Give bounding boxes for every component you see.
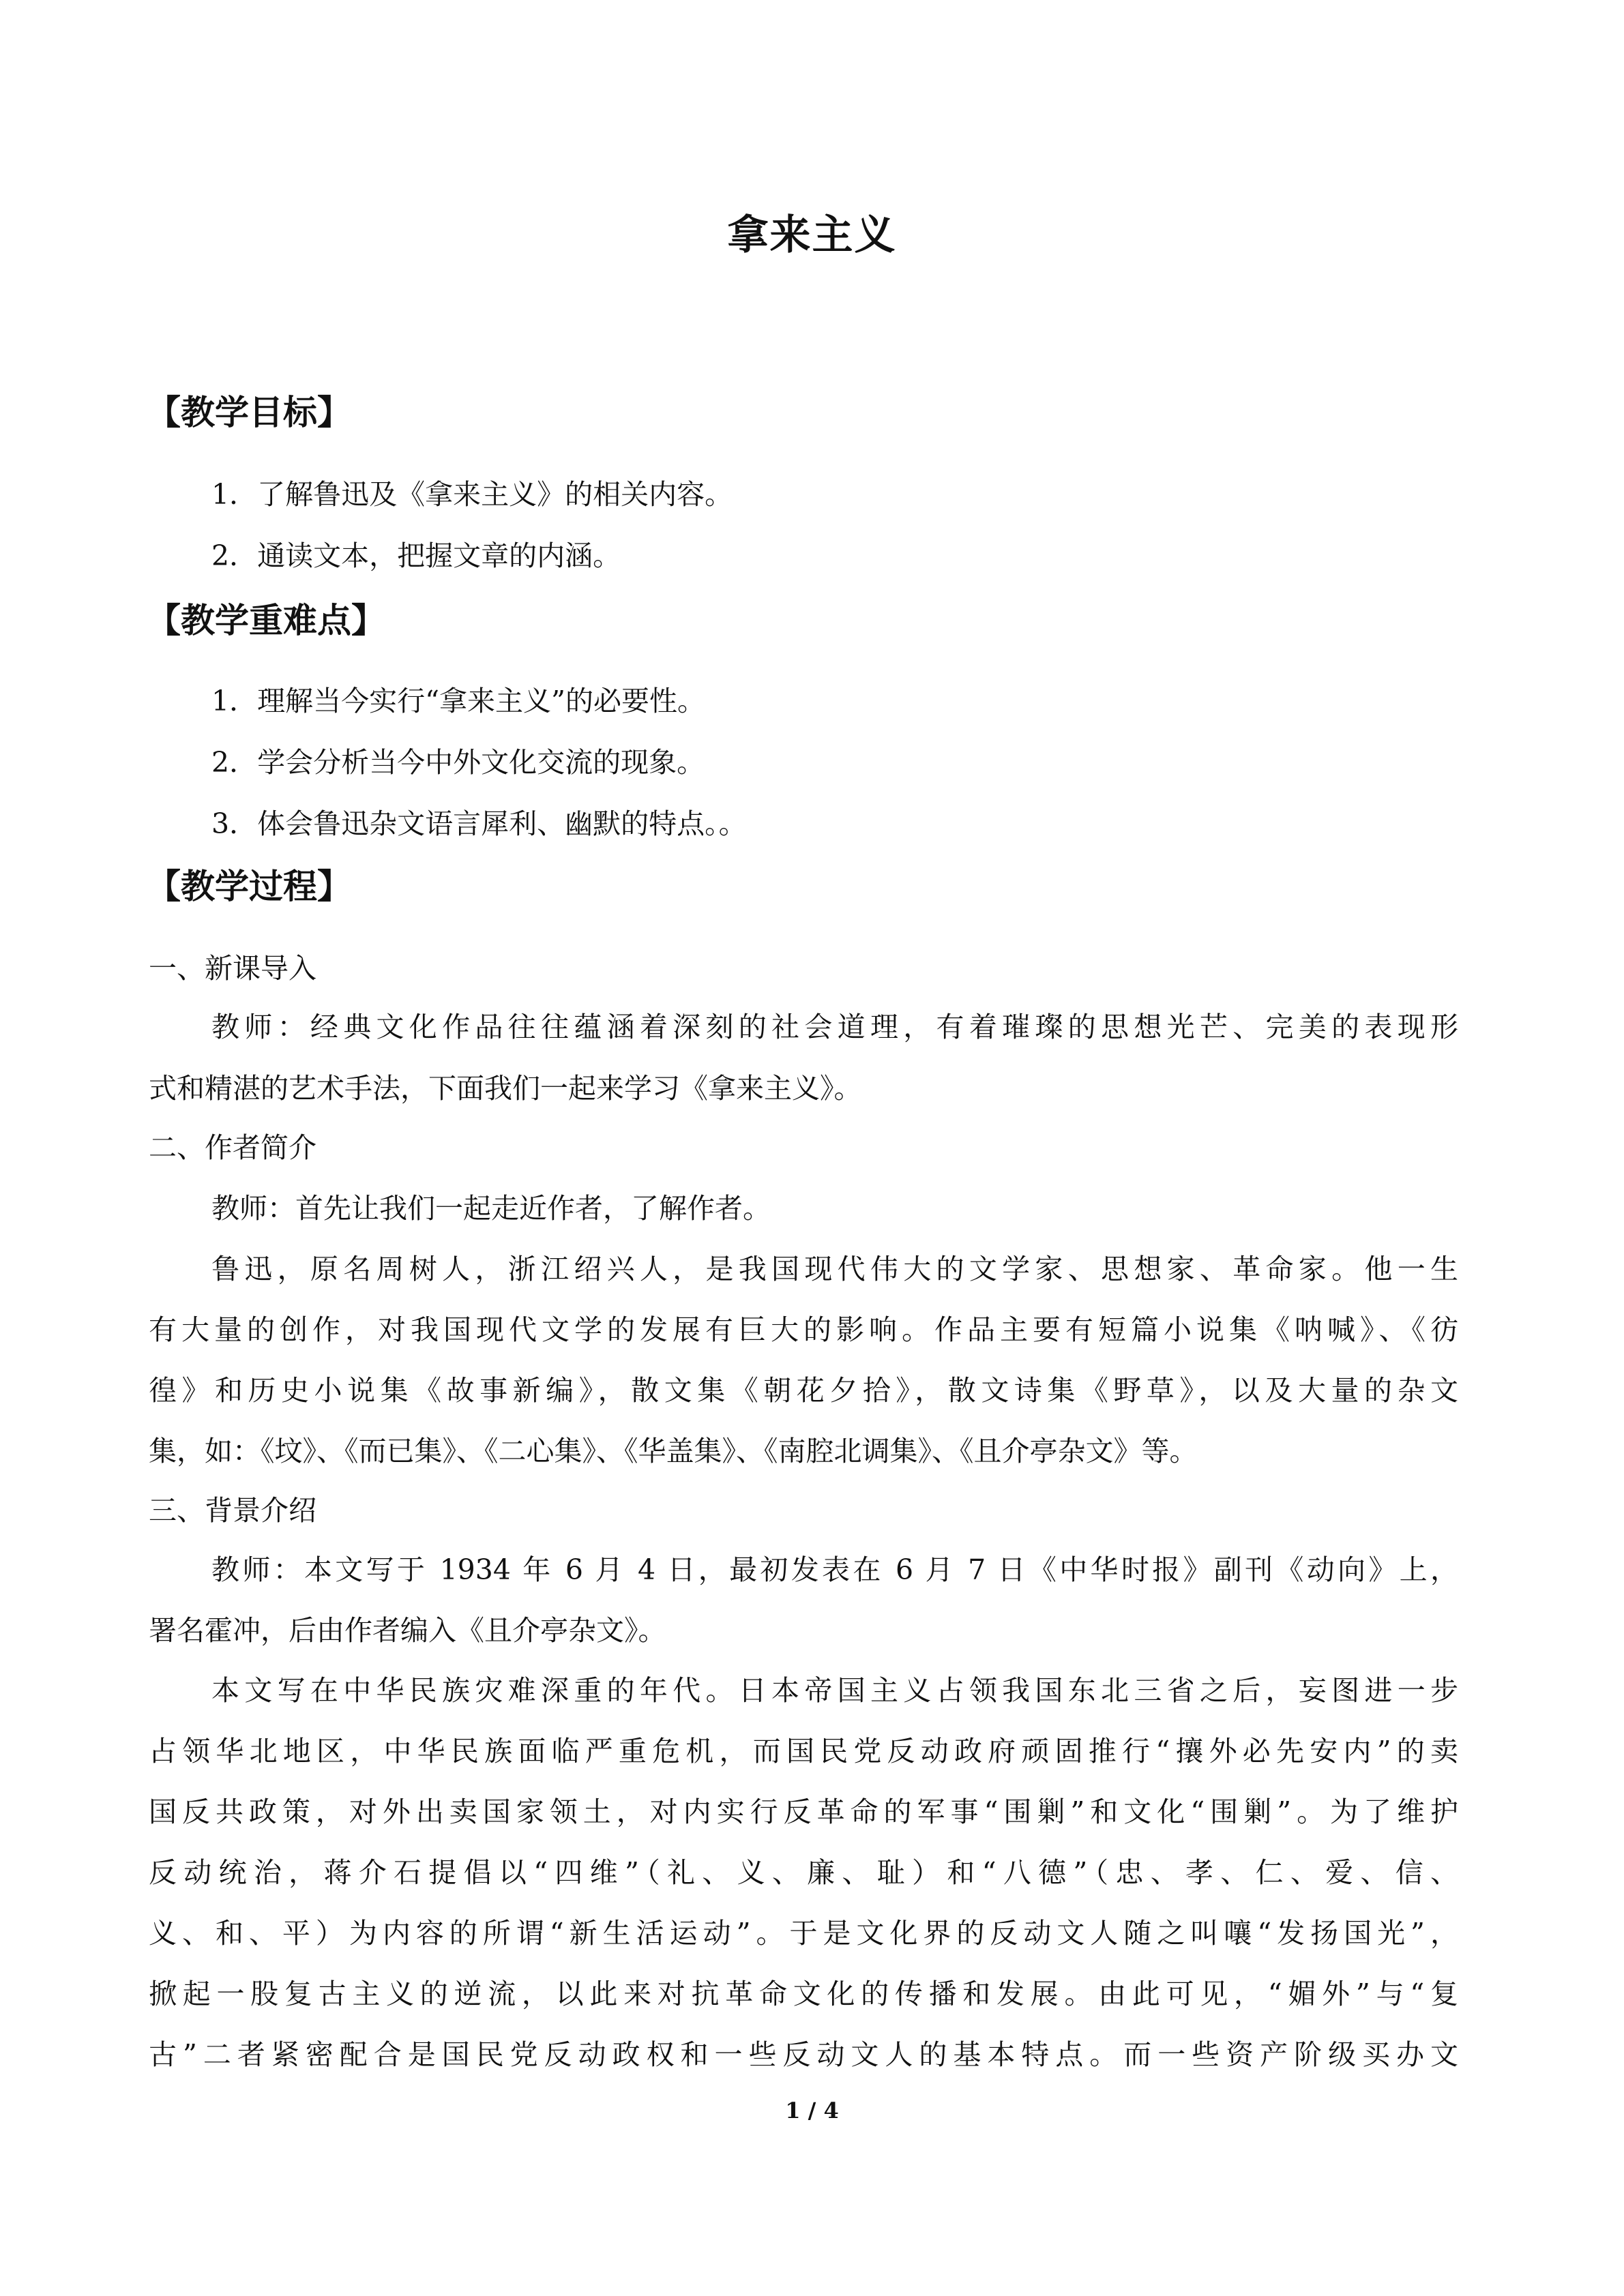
list-item: 2．通读文本，把握文章的内涵。 — [211, 539, 621, 572]
paragraph-line: 式和精湛的艺术手法，下面我们一起来学习《拿来主义》。 — [149, 1072, 862, 1105]
section-heading-process: 【教学过程】 — [147, 867, 351, 906]
page-number: 1 / 4 — [785, 2098, 839, 2123]
paragraph-line: 教师：经典文化作品往往蕴涵着深刻的社会道理，有着璀璨的思想光芒、完美的表现形 — [211, 1011, 1458, 1043]
paragraph-line: 教师：本文写于 1934 年 6 月 4 日，最初发表在 6 月 7 日《中华时报》副刊《动向》上， — [211, 1553, 1458, 1586]
section-heading-key-points: 【教学重难点】 — [147, 601, 385, 640]
paragraph-line: 占领华北地区，中华民族面临严重危机，而国民党反动政府顽固推行“攘外必先安内”的卖 — [149, 1735, 1458, 1768]
list-item: 1．了解鲁迅及《拿来主义》的相关内容。 — [211, 478, 733, 511]
document-title: 拿来主义 — [727, 211, 897, 259]
paragraph-line: 署名霍冲，后由作者编入《且介亭杂文》。 — [149, 1614, 666, 1647]
list-item: 2．学会分析当今中外文化交流的现象。 — [211, 746, 705, 779]
subsection-title-intro: 一、新课导入 — [149, 952, 316, 985]
section-heading-goals: 【教学目标】 — [147, 393, 351, 432]
paragraph-line: 徨》和历史小说集《故事新编》，散文集《朝花夕拾》，散文诗集《野草》，以及大量的杂文 — [149, 1374, 1458, 1407]
list-item: 1．理解当今实行“拿来主义”的必要性。 — [211, 685, 706, 717]
paragraph-line: 集，如：《坟》、《而已集》、《二心集》、《华盖集》、《南腔北调集》、《且介亭杂文》等。 — [149, 1435, 1198, 1467]
paragraph-line: 本文写在中华民族灾难深重的年代。日本帝国主义占领我国东北三省之后，妄图进一步 — [211, 1674, 1458, 1707]
subsection-title-background: 三、背景介绍 — [149, 1494, 316, 1527]
paragraph-line: 义、和、平）为内容的所谓“新生活运动”。于是文化界的反动文人随之叫嚷“发扬国光”， — [149, 1917, 1458, 1950]
paragraph-line: 鲁迅，原名周树人，浙江绍兴人，是我国现代伟大的文学家、思想家、革命家。他一生 — [211, 1253, 1458, 1285]
list-item: 3．体会鲁迅杂文语言犀利、幽默的特点。。 — [211, 807, 747, 840]
paragraph-line: 有大量的创作，对我国现代文学的发展有巨大的影响。作品主要有短篇小说集《呐喊》、《彷 — [149, 1313, 1458, 1346]
paragraph-line: 掀起一股复古主义的逆流，以此来对抗革命文化的传播和发展。由此可见，“媚外”与“复 — [149, 1978, 1458, 2010]
paragraph-line: 古”二者紧密配合是国民党反动政权和一些反动文人的基本特点。而一些资产阶级买办文 — [149, 2038, 1458, 2071]
paragraph-line: 反动统治，蒋介石提倡以“四维”（礼、义、廉、耻）和“八德”（忠、孝、仁、爱、信、 — [149, 1856, 1458, 1889]
subsection-title-author: 二、作者简介 — [149, 1131, 316, 1164]
paragraph-line: 国反共政策，对外出卖国家领土，对内实行反革命的军事“围剿”和文化“围剿”。为了维护 — [149, 1795, 1458, 1828]
paragraph-line: 教师：首先让我们一起走近作者，了解作者。 — [211, 1192, 771, 1225]
